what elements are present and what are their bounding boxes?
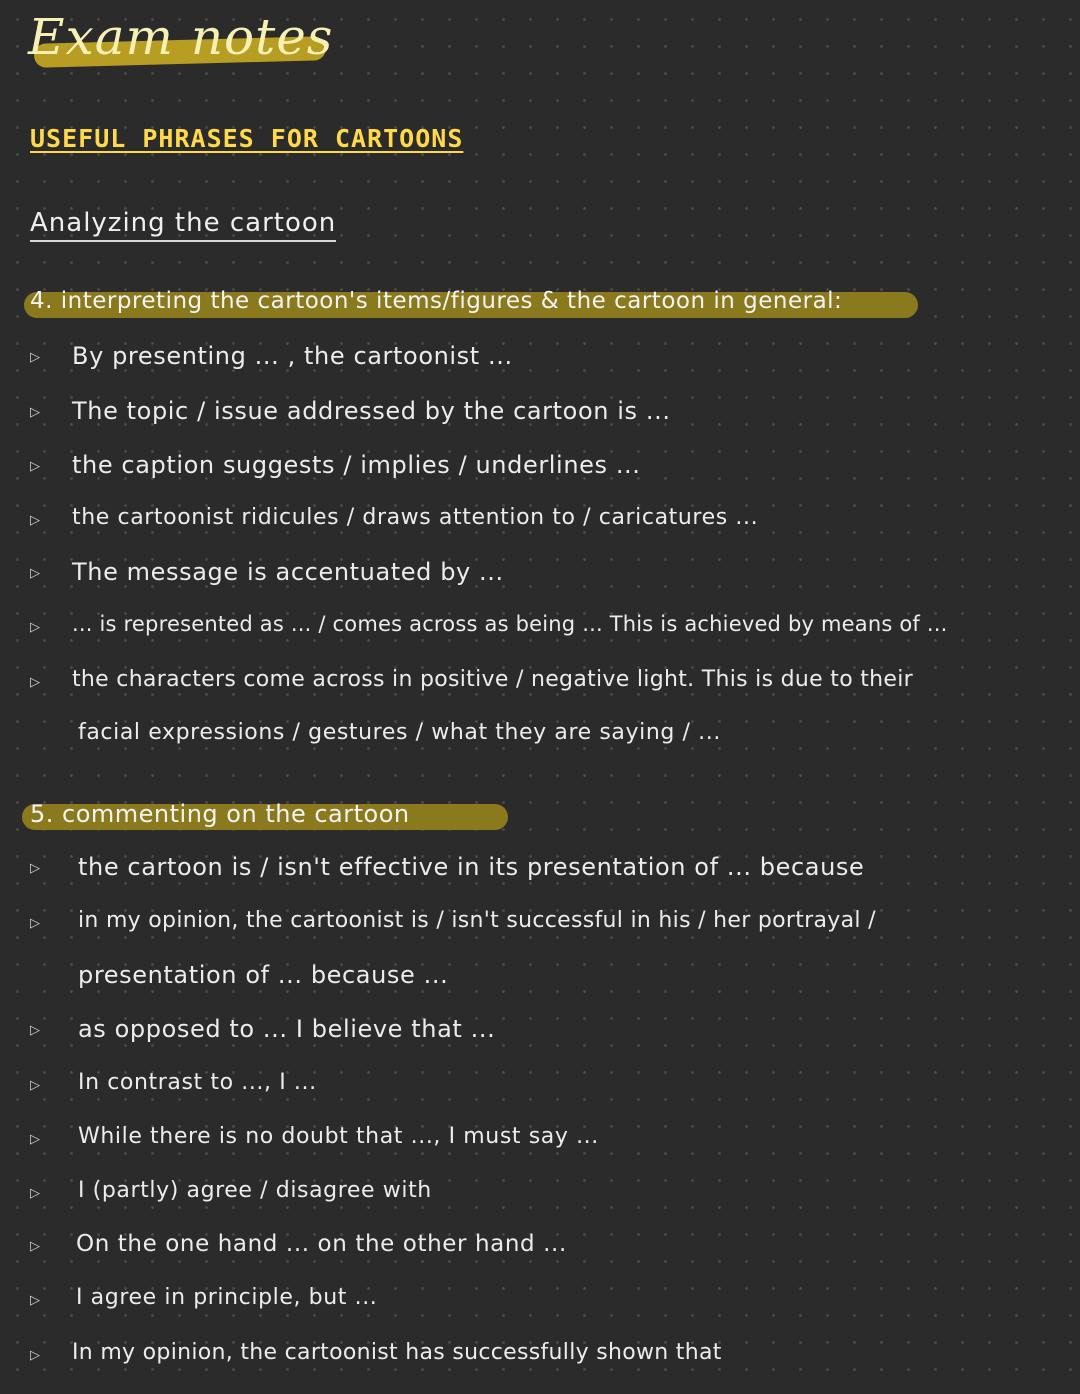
list-item [0,1178,1060,1212]
list-item [0,1340,1060,1374]
phrase-text: ... is represented as ... / comes across as being ... This is achieved by means of ... [72,612,948,636]
list-item [0,558,1060,592]
list-item-continuation [0,720,1060,754]
phrase-text: the cartoon is / isn't effective in its presentation of ... because [78,853,865,881]
bullet-icon: ▷ [30,1132,40,1147]
bullet-icon: ▷ [30,916,40,931]
phrase-text: While there is no doubt that ..., I must say ... [78,1124,599,1149]
list-item [0,1015,1060,1049]
list-item [0,1070,1060,1104]
bullet-icon: ▷ [30,1348,40,1363]
bullet-icon: ▷ [30,513,40,528]
list-item [0,1124,1060,1158]
list-item [0,1231,1060,1265]
bullet-icon: ▷ [30,1078,40,1093]
phrase-text: presentation of ... because ... [78,961,449,989]
list-item [0,505,1060,539]
list-item [0,667,1060,701]
phrase-text: the caption suggests / implies / underlines ... [72,451,641,479]
list-item [0,397,1060,431]
list-item [0,908,1060,942]
bullet-icon: ▷ [30,1186,40,1201]
list-item [0,1285,1060,1319]
list-item-continuation [0,961,1060,995]
section-4-label: 4. interpreting the cartoon's items/figures & the cartoon in general: [30,288,843,314]
list-item [0,612,1060,646]
bullet-icon: ▷ [30,675,40,690]
list-item [0,853,1060,887]
list-item [0,342,1060,376]
phrase-text: In my opinion, the cartoonist has successfully shown that [72,1340,722,1365]
phrase-text: I (partly) agree / disagree with [78,1178,432,1203]
sub-heading: Analyzing the cartoon [30,208,336,242]
phrase-text: The message is accentuated by ... [72,558,504,586]
phrase-text: the cartoonist ridicules / draws attention to / caricatures ... [72,505,759,530]
phrase-text: in my opinion, the cartoonist is / isn't successful in his / her portrayal / [78,908,876,933]
phrase-text: In contrast to ..., I ... [78,1070,317,1095]
phrase-text: the characters come across in positive / negative light. This is due to their [72,667,914,692]
phrase-text: The topic / issue addressed by the cartoon is ... [72,397,671,425]
bullet-icon: ▷ [30,620,40,635]
list-item [0,451,1060,485]
phrase-text: facial expressions / gestures / what they are saying / ... [78,720,721,745]
page-title: Exam notes [28,8,334,66]
phrase-text: as opposed to ... I believe that ... [78,1015,496,1043]
bullet-icon: ▷ [30,405,40,420]
section-heading: USEFUL PHRASES FOR CARTOONS [30,124,464,153]
bullet-icon: ▷ [30,350,40,365]
phrase-text: On the one hand ... on the other hand ... [76,1231,567,1257]
bullet-icon: ▷ [30,459,40,474]
phrase-text: By presenting ... , the cartoonist ... [72,342,513,370]
bullet-icon: ▷ [30,1293,40,1308]
bullet-icon: ▷ [30,1239,40,1254]
section-5-label: 5. commenting on the cartoon [30,800,410,828]
bullet-icon: ▷ [30,566,40,581]
bullet-icon: ▷ [30,1023,40,1038]
bullet-icon: ▷ [30,861,40,876]
phrase-text: I agree in principle, but ... [76,1285,378,1310]
